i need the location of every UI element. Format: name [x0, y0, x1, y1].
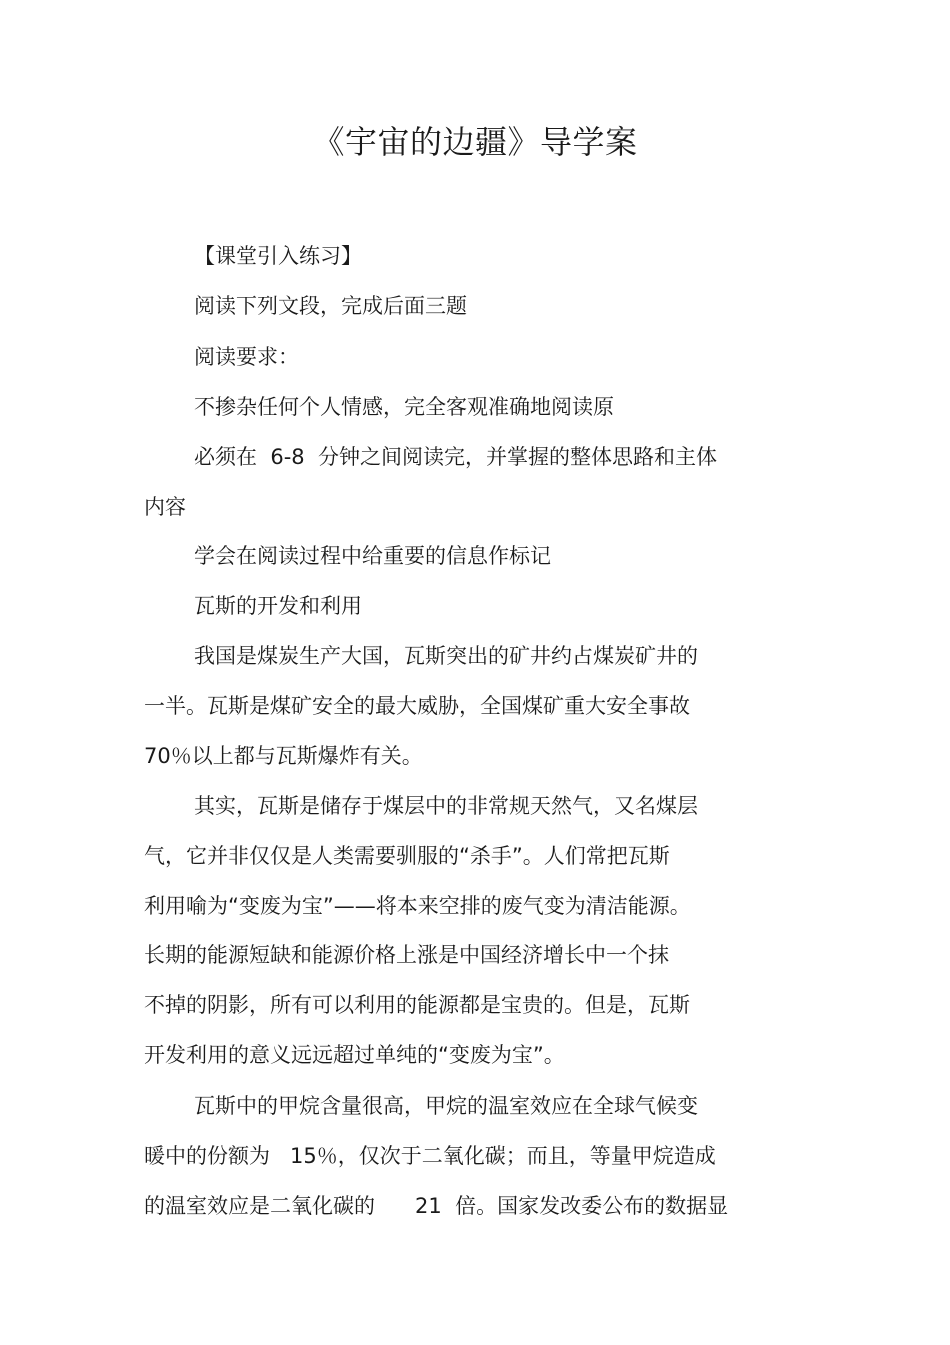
text-line: 70％以上都与瓦斯爆炸有关。: [144, 744, 423, 768]
text-line: 不掉的阴影，所有可以利用的能源都是宝贵的。但是，瓦斯: [144, 993, 690, 1017]
text-line: 利用喻为“变废为宝”——将本来空排的废气变为清洁能源。: [144, 894, 691, 918]
text-line: 开发利用的意义远远超过单纯的“变废为宝”。: [144, 1043, 565, 1067]
text-line: 长期的能源短缺和能源价格上涨是中国经济增长中一个抹: [144, 943, 669, 967]
text-line: 学会在阅读过程中给重要的信息作标记: [194, 544, 551, 568]
article-heading: 瓦斯的开发和利用: [194, 594, 362, 618]
document-title: 《宇宙的边疆》导学案: [312, 123, 638, 161]
text-line: 暖中的份额为 15％，仅次于二氧化碳；而且，等量甲烷造成: [144, 1144, 716, 1168]
text-line: 阅读下列文段，完成后面三题: [194, 294, 467, 318]
text-line: 阅读要求：: [194, 345, 299, 369]
text-line: 必须在 6-8 分钟之间阅读完，并掌握的整体思路和主体: [194, 445, 717, 469]
text-line: 其实，瓦斯是储存于煤层中的非常规天然气，又名煤层: [194, 794, 698, 818]
text-line: 我国是煤炭生产大国，瓦斯突出的矿井约占煤炭矿井的: [194, 644, 698, 668]
text-line: 的温室效应是二氧化碳的 21 倍。国家发改委公布的数据显: [144, 1194, 729, 1218]
section-heading: 【课堂引入练习】: [194, 244, 362, 268]
text-line: 气，它并非仅仅是人类需要驯服的“杀手”。人们常把瓦斯: [144, 844, 670, 868]
text-line: 内容: [144, 495, 186, 519]
text-line: 瓦斯中的甲烷含量很高，甲烷的温室效应在全球气候变: [194, 1094, 698, 1118]
text-line: 一半。瓦斯是煤矿安全的最大威胁，全国煤矿重大安全事故: [144, 694, 690, 718]
text-line: 不掺杂任何个人情感，完全客观准确地阅读原: [194, 395, 614, 419]
